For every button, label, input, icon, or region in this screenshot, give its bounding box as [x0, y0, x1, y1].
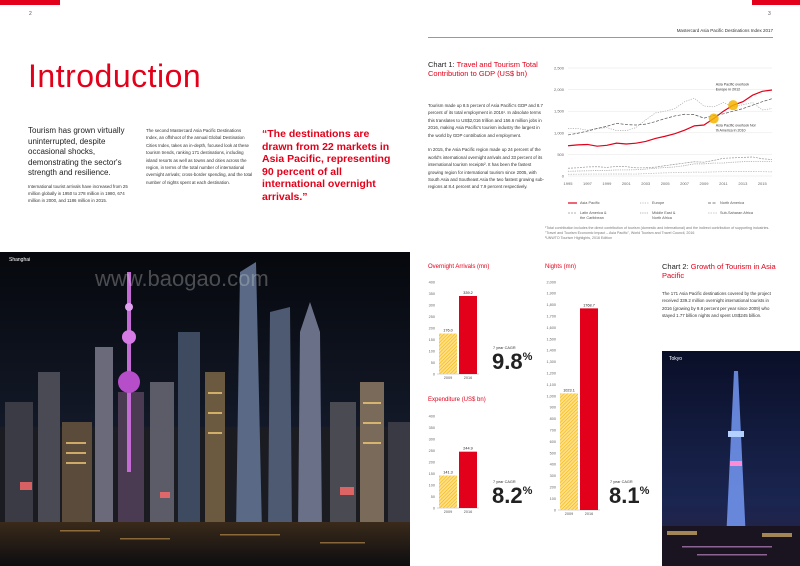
legend-label: North Africa [652, 215, 672, 220]
legend-label: Europe [652, 201, 665, 206]
x-tick-label: 2013 [738, 181, 748, 186]
y-tick-label: 400 [428, 414, 435, 419]
y-tick-label: 0 [432, 506, 435, 511]
nights-bar-chart [540, 276, 610, 520]
legend-label: Sub-Saharan Africa [720, 211, 753, 216]
y-tick-label: 250 [428, 314, 435, 319]
y-tick-label: 600 [549, 439, 556, 444]
y-tick-label: 1,500 [546, 337, 556, 342]
y-tick-label: 50 [430, 360, 435, 365]
chart1-title [428, 60, 558, 78]
x-tick-label: 2015 [757, 181, 767, 186]
y-tick-label: 1,400 [546, 348, 556, 353]
bar [439, 334, 457, 374]
x-tick-label: 2016 [463, 510, 473, 514]
bar-value-label: 339.2 [463, 290, 473, 295]
y-tick-label: 0 [432, 372, 435, 377]
bar [439, 476, 457, 508]
bar-value-label: 176.0 [443, 328, 453, 333]
annotation-bottom: Asia Pacific overtook Nor [715, 123, 756, 128]
y-tick-label: 800 [549, 417, 556, 422]
legend-label: Middle East & [652, 211, 676, 216]
chart1-label: Chart 1: [428, 60, 457, 69]
y-tick-label: 100 [549, 496, 556, 501]
y-tick-label: 1,600 [546, 325, 556, 330]
y-tick-label: 2,500 [553, 65, 564, 71]
bar-value-label: 244.9 [463, 446, 473, 451]
x-tick-label: 2009 [564, 512, 574, 516]
lead-paragraph: Tourism has grown virtually uninterrupted, despite occasional shocks, demonstrating the sector's strength and resilience. [28, 126, 125, 177]
arrivals-cagr [492, 349, 532, 375]
y-tick-label: 700 [549, 428, 556, 433]
legend-label: North America [720, 201, 745, 206]
x-tick-label: 1995 [563, 181, 573, 186]
tokyo-caption: Tokyo [669, 356, 683, 362]
y-tick-label: 1,700 [546, 314, 556, 319]
bar [459, 452, 477, 508]
y-tick-label: 500 [549, 451, 556, 456]
lead-small-paragraph: International tourist arrivals have increased from 25 million globally in 1950 to 278 million in 1980, 674 million in 2000, and 1186 million in 2015. [28, 184, 128, 204]
series-line [568, 171, 772, 174]
accent-bar-right [752, 0, 800, 5]
legend-label: Asia Pacific [580, 201, 600, 206]
y-tick-label: 300 [428, 303, 435, 308]
x-tick-label: 2001 [621, 181, 631, 186]
series-line [568, 157, 772, 168]
bar [580, 308, 598, 510]
chart2-title [662, 262, 777, 280]
y-tick-label: 250 [428, 448, 435, 453]
y-tick-label: 0 [553, 508, 556, 513]
watermark-text: www.baogao.com [95, 266, 269, 291]
expenditure-cagr-label: 7 year CAGR [493, 480, 516, 484]
y-tick-label: 1,000 [546, 394, 556, 399]
x-tick-label: 2009 [443, 510, 453, 514]
header-divider [428, 37, 773, 38]
x-tick-label: 2007 [680, 181, 690, 186]
y-tick-label: 1,900 [546, 291, 556, 296]
y-tick-label: 400 [549, 462, 556, 467]
y-tick-label: 200 [428, 460, 435, 465]
pull-quote: “The destinations are drawn from 22 markets in Asia Pacific, representing 90 percent of all international overnight arrivals.” [262, 128, 391, 203]
arrivals-cagr-label: 7 year CAGR [493, 346, 516, 350]
chart2-body: The 171 Asia Pacific destinations covered by the project received 339.2 million overnight international tourists in 2016 (growing by 9.8 percent per year since 2009) who stayed 1.77 billion nights and spent US$245 billion. [662, 291, 771, 319]
bar-value-label: 141.3 [443, 470, 453, 475]
y-tick-label: 150 [428, 471, 435, 476]
y-tick-label: 350 [428, 425, 435, 430]
bar-value-label: 1023.1 [563, 388, 575, 393]
x-tick-label: 2005 [660, 181, 670, 186]
accent-bar-left [0, 0, 60, 5]
nights-cagr-label: 7 year CAGR [610, 480, 633, 484]
chart1-footnotes: ¹Total contribution includes the direct contribution of tourism (domestic and international) and the indirect contribution of supporting industries. "Travel and Tourism Economic Impact – Asia Pacific", World Tourism and Travel Council, 2016 ²UNWTO Tourism Highlights, 2016 Edition [545, 226, 770, 240]
chart1-body: Tourism made up 8.5 percent of Asia Pacific's GDP and 8.7 percent of its total employment in 2016¹. In absolute terms this translates to US$2,016 trillion and 156.6 million jobs in 2016, making Asia Pacific's tourism industry the largest in the world by GDP contribution and employment. In 2015, the Asia Pacific region made up 24 percent of the world's international overnight arrivals and 33 percent of its international tourism receipts². It has been the fastest growing region for international tourism since 2005, with South Asia and Southeast Asia the two fastest growing sub-regions at 8.4 percent and 7.9 percent respectively. [428, 103, 544, 190]
y-tick-label: 0 [561, 173, 564, 179]
x-tick-label: 2009 [443, 376, 453, 380]
y-tick-label: 2,000 [546, 280, 556, 285]
y-tick-label: 1,100 [546, 382, 556, 387]
annotation-bottom: th America in 2010 [715, 128, 746, 133]
document-title: Mastercard Asia Pacific Destinations Index 2017 [676, 28, 773, 33]
y-tick-label: 400 [428, 280, 435, 285]
annotation-top: Asia Pacific overtook [715, 82, 750, 87]
gdp-line-chart [548, 60, 776, 220]
x-tick-label: 1999 [602, 181, 612, 186]
shanghai-skyline-illustration [0, 252, 410, 566]
y-tick-label: 200 [428, 326, 435, 331]
y-tick-label: 100 [428, 349, 435, 354]
expenditure-cagr-value: 8.2 [492, 483, 523, 508]
chart2-label: Chart 2: [662, 262, 691, 271]
page-number-right: 3 [768, 11, 771, 17]
y-tick-label: 50 [430, 494, 435, 499]
chart1-title-text: Travel and Tourism Total Contribution to GDP (US$ bn) [428, 60, 538, 78]
bar [560, 393, 578, 510]
tokyo-photo [662, 351, 800, 566]
x-tick-label: 2016 [584, 512, 594, 516]
annotation-top: Europe in 2012 [715, 87, 741, 92]
crossover-marker [709, 114, 719, 124]
x-tick-label: 2016 [463, 376, 473, 380]
series-line [568, 90, 772, 146]
crossover-marker [728, 100, 738, 110]
shanghai-caption: Shanghai [9, 257, 31, 263]
nights-title: Nights (mn) [545, 264, 577, 270]
arrivals-bar-chart [424, 276, 492, 384]
y-tick-label: 200 [549, 485, 556, 490]
bar [459, 296, 477, 374]
y-tick-label: 2,000 [553, 87, 564, 93]
legend-label: Latin America & [580, 211, 607, 216]
y-tick-label: 1,500 [553, 108, 564, 114]
expenditure-title: Expenditure (US$ bn) [428, 397, 486, 403]
y-tick-label: 900 [549, 405, 556, 410]
y-tick-label: 1,000 [553, 130, 564, 136]
y-tick-label: 1,300 [546, 360, 556, 365]
series-line [568, 161, 772, 171]
x-tick-label: 2011 [719, 181, 728, 186]
expenditure-bar-chart [424, 410, 492, 520]
x-tick-label: 2003 [641, 181, 651, 186]
legend-label: the Caribbean [580, 215, 604, 220]
page-number-left: 2 [29, 11, 32, 17]
intro-body-paragraph: The second Mastercard Asia Pacific Destinations Index, an offshoot of the annual Global Destination Cities Index, takes an in-depth, focused look at these tourism trends, ranking 171 destinations, including island resorts as well as towns and cities across the region, in terms of the total number of international overnight arrivals; cross-border spending, and the total number of nights spent at each destination. [146, 128, 253, 185]
arrivals-title: Overnight Arrivals (mn) [428, 264, 490, 270]
nights-cagr-pct: % [639, 485, 650, 497]
y-tick-label: 350 [428, 291, 435, 296]
shanghai-photo [0, 252, 410, 566]
expenditure-cagr-pct: % [522, 485, 533, 497]
y-tick-label: 300 [428, 437, 435, 442]
x-tick-label: 2009 [699, 181, 709, 186]
arrivals-cagr-value: 9.8 [492, 349, 523, 374]
y-tick-label: 500 [557, 151, 564, 157]
page-title: Introduction [28, 58, 202, 94]
chart2-title-text: Growth of Tourism in Asia Pacific [662, 262, 776, 280]
x-tick-label: 1997 [582, 181, 592, 186]
bar-value-label: 1768.7 [583, 303, 595, 308]
expenditure-cagr [492, 483, 532, 509]
y-tick-label: 150 [428, 337, 435, 342]
nights-cagr-value: 8.1 [609, 483, 640, 508]
y-tick-label: 1,200 [546, 371, 556, 376]
nights-cagr [609, 483, 649, 509]
y-tick-label: 300 [549, 474, 556, 479]
y-tick-label: 100 [428, 483, 435, 488]
tokyo-skytree-illustration [662, 351, 800, 566]
y-tick-label: 1,800 [546, 303, 556, 308]
arrivals-cagr-pct: % [522, 351, 533, 363]
